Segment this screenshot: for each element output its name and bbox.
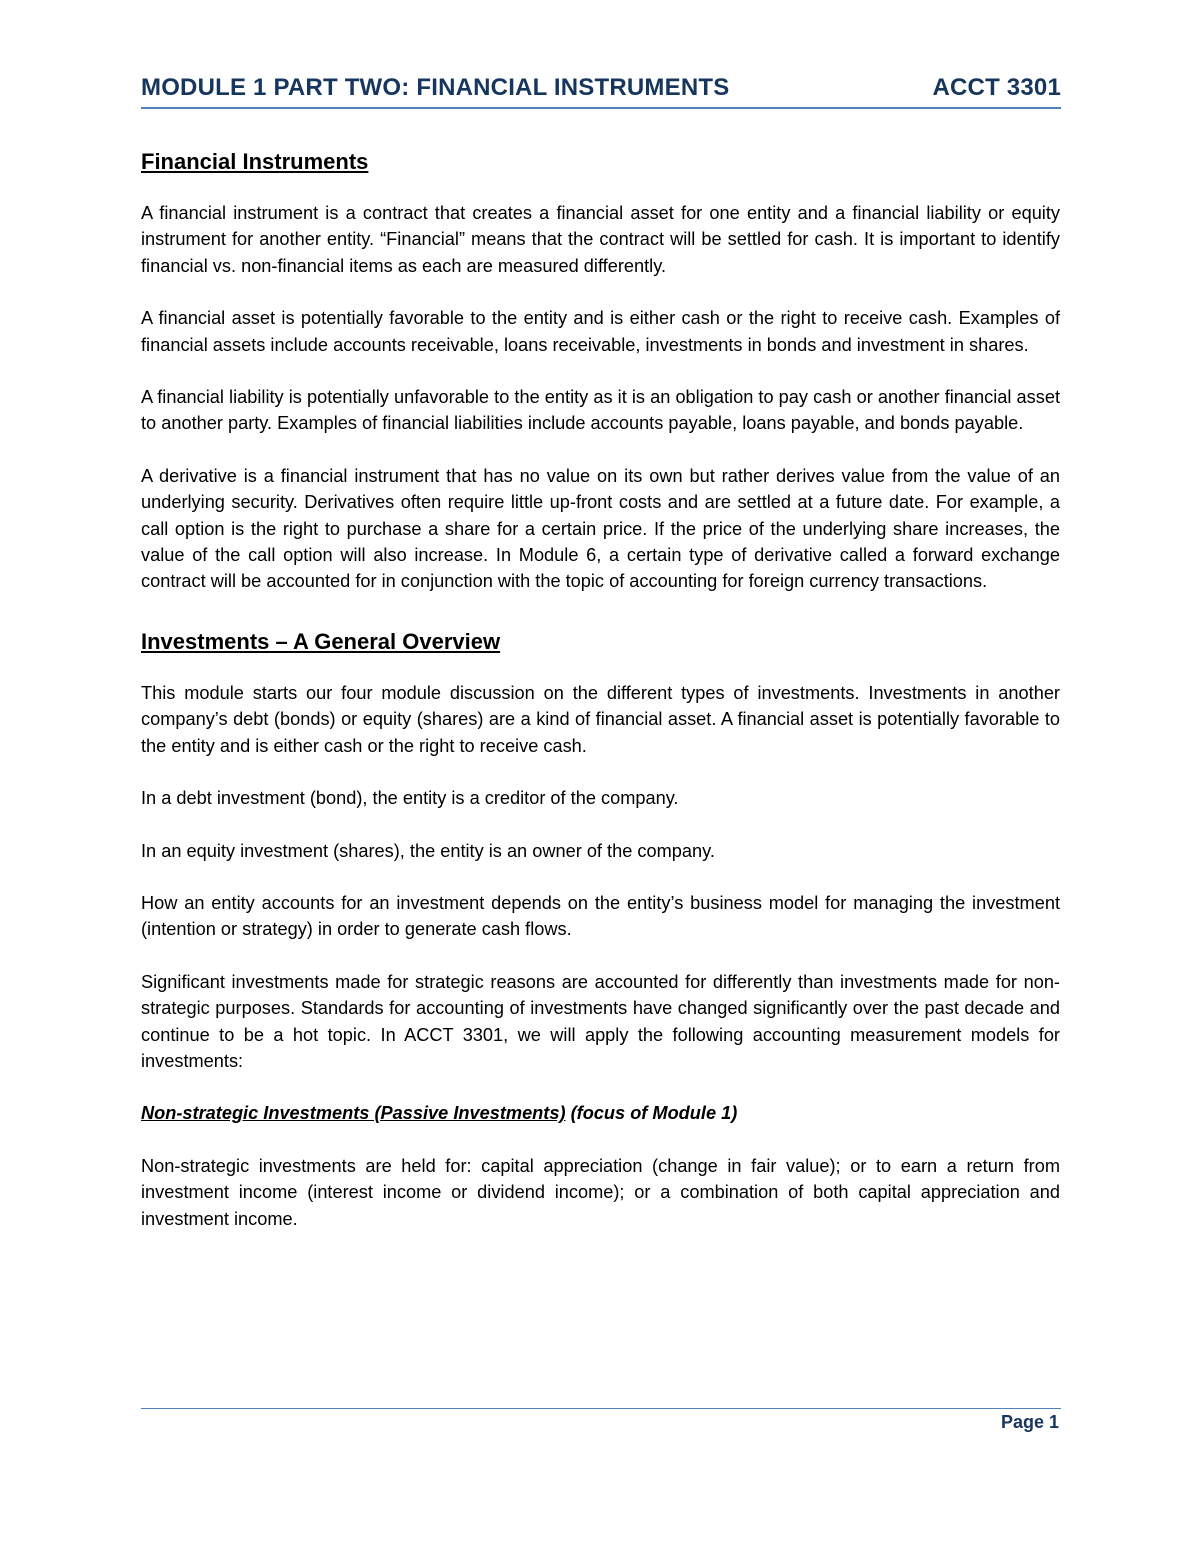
paragraph-debt-investment: In a debt investment (bond), the entity is a creditor of the company. bbox=[141, 788, 679, 809]
header-divider bbox=[141, 107, 1061, 109]
section-heading-investments-overview: Investments – A General Overview bbox=[141, 628, 501, 654]
subheading-non-strategic-investments bbox=[141, 1100, 1060, 1126]
header-course-code: ACCT 3301 bbox=[932, 74, 1061, 101]
header-title: MODULE 1 PART TWO: FINANCIAL INSTRUMENTS bbox=[141, 74, 730, 101]
paragraph-financial-asset: A financial asset is potentially favorable to the entity and is either cash or the right to receive cash. Examples of financial assets include accounts receivable, loans receivable, investments in bonds and investment in shares. bbox=[141, 308, 1060, 355]
page-number: Page 1 bbox=[1000, 1412, 1059, 1432]
section-heading-financial-instruments: Financial Instruments bbox=[141, 149, 369, 174]
paragraph-financial-liability: A financial liability is potentially unfavorable to the entity as it is an obligation to pay cash or another financial asset to another party. Examples of financial liabilities include accounts payable, loans payable, and bonds payable. bbox=[141, 387, 1060, 434]
subheading-focus-note: (focus of Module 1) bbox=[565, 1103, 738, 1124]
paragraph-business-model: How an entity accounts for an investment depends on the entity’s business model for managing the investment (intention or strategy) in order to generate cash flows. bbox=[141, 892, 1060, 940]
paragraph-financial-instrument: A financial instrument is a contract that creates a financial asset for one entity and a financial liability or equity instrument for another entity. “Financial” means that the contract will be settled for cash. It is important to identify financial vs. non-financial items as each are measured differently. bbox=[141, 203, 1060, 276]
paragraph-investments-intro: This module starts our four module discussion on the different types of investments. Investments in another company’s debt (bonds) or equity (shares) are a kind of financial asset. A financial asset is potentially favorable to the entity and is either cash or the right to receive cash. bbox=[141, 682, 1060, 756]
paragraph-derivative: A derivative is a financial instrument that has no value on its own but rather derives value from the value of an underlying security. Derivatives often require little up-front costs and are settled at a future date. For example, a call option is the right to purchase a share for a certain price. If the price of the underlying share increases, the value of the call option will also increase. In Module 6, a certain type of derivative called a forward exchange contract will be accounted for in conjunction with the topic of accounting for foreign currency transactions. bbox=[141, 465, 1060, 592]
paragraph-non-strategic-purpose: Non-strategic investments are held for: capital appreciation (change in fair value); or to earn a return from investment income (interest income or dividend income); or a combination of both capital appreciation and investment income. bbox=[141, 1155, 1060, 1229]
document-body bbox=[141, 148, 1060, 1232]
paragraph-equity-investment: In an equity investment (shares), the entity is an owner of the company. bbox=[141, 840, 715, 861]
footer-divider bbox=[141, 1408, 1061, 1409]
paragraph-strategic-investments: Significant investments made for strategic reasons are accounted for differently than investments made for non-strategic purposes. Standards for accounting of investments have changed significantly over the past decade and continue to be a hot topic. In ACCT 3301, we will apply the following accounting measurement models for investments: bbox=[141, 971, 1060, 1071]
subheading-underlined-text: Non-strategic Investments (Passive Investments) bbox=[141, 1103, 566, 1124]
page-header bbox=[141, 74, 1061, 102]
